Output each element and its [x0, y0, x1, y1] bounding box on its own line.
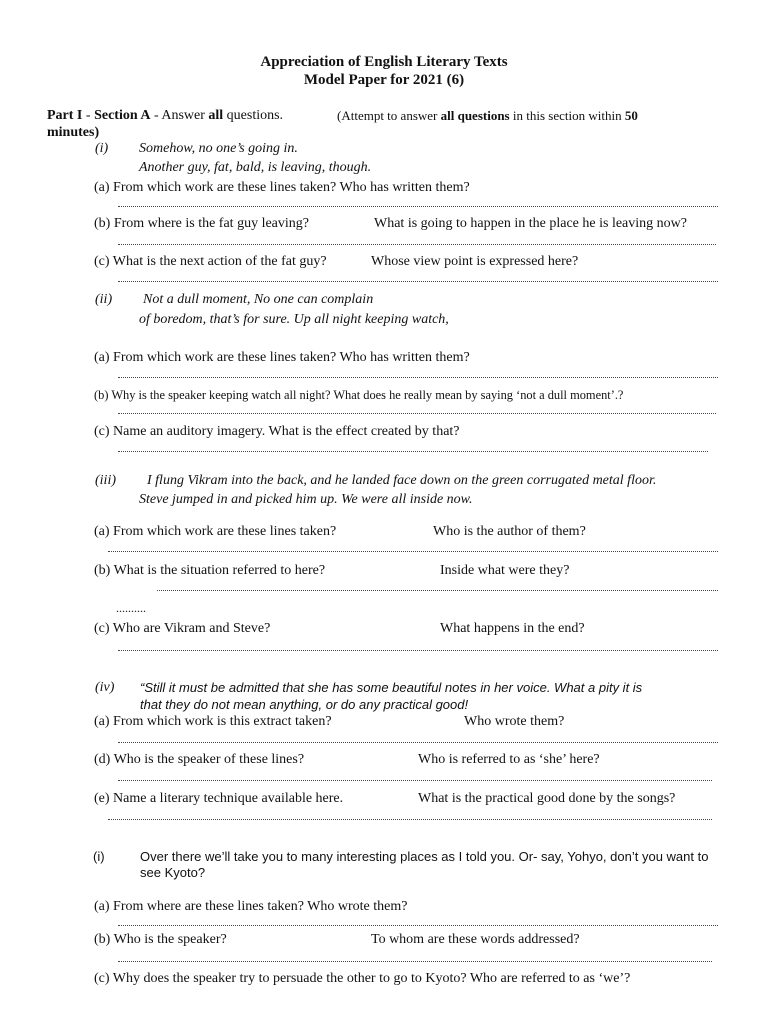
- question: (c) What is the next action of the fat guy?: [94, 254, 327, 269]
- answer-line-cont: ..........: [116, 601, 146, 615]
- question: (b) From where is the fat guy leaving?: [94, 216, 309, 231]
- extract-line: that they do not mean anything, or do any practical good!: [140, 697, 469, 712]
- time-instruction-cont: minutes): [47, 125, 100, 140]
- answer-line[interactable]: [108, 819, 712, 820]
- question: (a) From where are these lines taken? Who wrote them?: [94, 899, 408, 914]
- answer-line[interactable]: [118, 413, 716, 414]
- time-instruction: (Attempt to answer all questions in this section within 50: [337, 108, 638, 123]
- question: (a) From which work is this extract taken?: [94, 714, 332, 729]
- question: Who is referred to as ‘she’ here?: [418, 752, 600, 767]
- extract-line: Steve jumped in and picked him up. We were all inside now.: [139, 492, 473, 507]
- extract-number: (iii): [95, 473, 116, 488]
- question: (e) Name a literary technique available here.: [94, 791, 344, 806]
- extract-number: (iv): [95, 680, 115, 695]
- question: What is the practical good done by the songs?: [418, 791, 676, 806]
- extract-line: Another guy, fat, bald, is leaving, though.: [139, 160, 372, 175]
- instructions-line: Part I - Section A - Answer all questions.: [47, 108, 284, 123]
- question: Who wrote them?: [464, 714, 565, 729]
- answer-line[interactable]: [118, 451, 708, 452]
- paper-subtitle: Model Paper for 2021 (6): [303, 72, 465, 88]
- part-label: Part I: [47, 108, 83, 123]
- answer-line[interactable]: [108, 551, 718, 552]
- extract-line: Not a dull moment, No one can complain: [143, 292, 374, 307]
- question: (a) From which work are these lines taken? Who has written them?: [94, 180, 470, 195]
- answer-line[interactable]: [118, 961, 712, 962]
- extract-line: I flung Vikram into the back, and he landed face down on the green corrugated metal floor.: [147, 473, 657, 488]
- question: (c) Why does the speaker try to persuade the other to go to Kyoto? Who are referred to as ‘we’?: [94, 971, 631, 986]
- answer-line[interactable]: [118, 925, 718, 926]
- extract-number: (i): [95, 141, 109, 156]
- section-label: Section A: [94, 108, 151, 123]
- answer-line[interactable]: [118, 650, 718, 651]
- question: (b) Who is the speaker?: [94, 932, 227, 947]
- extract-line: Somehow, no one’s going in.: [139, 141, 298, 156]
- answer-line[interactable]: [118, 780, 712, 781]
- answer-line[interactable]: [118, 742, 718, 743]
- answer-line[interactable]: [118, 281, 718, 282]
- extract-number: (i): [93, 849, 105, 864]
- question: (a) From which work are these lines taken?: [94, 524, 337, 539]
- extract-line: see Kyoto?: [140, 865, 206, 880]
- answer-line[interactable]: [118, 206, 718, 207]
- extract-line: of boredom, that’s for sure. Up all night keeping watch,: [139, 312, 449, 327]
- question: (b) What is the situation referred to here?: [94, 563, 326, 578]
- question: (c) Who are Vikram and Steve?: [94, 621, 271, 636]
- extract-line: Over there we’ll take you to many interesting places as I told you. Or- say, Yohyo, don’t you want to: [140, 849, 709, 864]
- paper-title: Appreciation of English Literary Texts: [260, 54, 508, 70]
- question: To whom are these words addressed?: [371, 932, 580, 947]
- answer-line[interactable]: [157, 590, 718, 591]
- question: What happens in the end?: [440, 621, 585, 636]
- question: (d) Who is the speaker of these lines?: [94, 752, 305, 767]
- extract-number: (ii): [95, 292, 113, 307]
- extract-line: “Still it must be admitted that she has some beautiful notes in her voice. What a pity it is: [140, 680, 643, 695]
- question: (a) From which work are these lines taken? Who has written them?: [94, 350, 470, 365]
- answer-line[interactable]: [118, 377, 718, 378]
- question: (b) Why is the speaker keeping watch all night? What does he really mean by saying ‘not a dull moment’.?: [94, 388, 624, 402]
- question: (c) Name an auditory imagery. What is the effect created by that?: [94, 424, 460, 439]
- question: What is going to happen in the place he is leaving now?: [374, 216, 687, 231]
- question: Inside what were they?: [440, 563, 570, 578]
- question: Whose view point is expressed here?: [371, 254, 579, 269]
- question: Who is the author of them?: [433, 524, 586, 539]
- answer-line[interactable]: [118, 244, 716, 245]
